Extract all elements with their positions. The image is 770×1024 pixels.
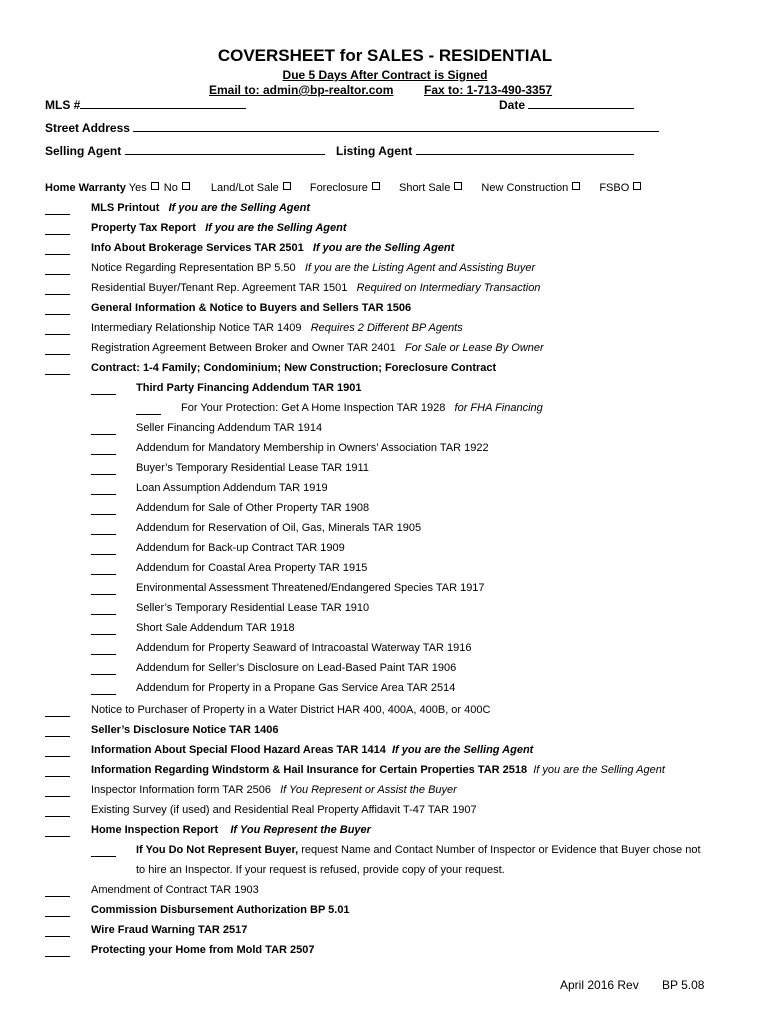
mls-blank[interactable] [80,97,246,109]
warranty-no-checkbox[interactable] [182,182,190,190]
list-item: Seller’s Temporary Residential Lease TAR 1910 [136,602,370,614]
item-checkline[interactable] [91,394,116,395]
item-checkline[interactable] [45,736,70,737]
item-checkline[interactable] [45,374,70,375]
list-item: Addendum for Mandatory Membership in Owners’ Association TAR 1922 [136,442,489,454]
list-item: Loan Assumption Addendum TAR 1919 [136,482,328,494]
item-checkline[interactable] [45,354,70,355]
list-item: Short Sale Addendum TAR 1918 [136,622,295,634]
item-checkline[interactable] [45,796,70,797]
date-label: Date [499,98,526,112]
item-checkline[interactable] [91,494,116,495]
list-item: Addendum for Seller’s Disclosure on Lead-Based Paint TAR 1906 [136,662,457,674]
land-lot-checkbox[interactable] [283,182,291,190]
list-item: If You Do Not Represent Buyer, request Name and Contact Number of Inspector or Evidence that Buyer chose not [136,844,701,856]
item-checkline[interactable] [45,836,70,837]
list-item: Amendment of Contract TAR 1903 [91,884,259,896]
listing-agent-blank[interactable] [416,143,634,155]
listing-agent-field[interactable] [336,143,634,158]
item-checkline[interactable] [45,334,70,335]
list-item: Addendum for Property Seaward of Intracoastal Waterway TAR 1916 [136,642,472,654]
list-item: For Your Protection: Get A Home Inspection TAR 1928 for FHA Financing [181,402,543,414]
street-address-blank[interactable] [133,120,659,132]
street-address-field[interactable] [45,120,659,135]
list-item: Addendum for Property in a Propane Gas Service Area TAR 2514 [136,682,456,694]
item-checkline[interactable] [91,654,116,655]
list-item: Notice Regarding Representation BP 5.50 If you are the Listing Agent and Assisting Buyer [91,262,536,274]
revision-date: April 2016 Rev [560,978,639,992]
item-checkline[interactable] [91,694,116,695]
list-item: Buyer’s Temporary Residential Lease TAR 1911 [136,462,369,474]
date-blank[interactable] [528,97,634,109]
list-item: Addendum for Coastal Area Property TAR 1915 [136,562,368,574]
item-checkline[interactable] [45,916,70,917]
land-lot-label: Land/Lot Sale [210,182,279,194]
warranty-yes-label: Yes [128,182,147,194]
form-title: COVERSHEET for SALES - RESIDENTIAL [217,46,553,65]
new-construction-checkbox[interactable] [572,182,580,190]
selling-agent-field[interactable] [45,143,325,158]
list-item: Environmental Assessment Threatened/Endangered Species TAR 1917 [136,582,485,594]
item-checkline[interactable] [91,594,116,595]
list-item: Info About Brokerage Services TAR 2501 If you are the Selling Agent [91,242,455,254]
list-item: Home Inspection Report If You Represent the Buyer [91,824,371,836]
item-checkline[interactable] [91,434,116,435]
item-checkline[interactable] [91,614,116,615]
list-item: Addendum for Back-up Contract TAR 1909 [136,542,345,554]
item-checkline[interactable] [45,716,70,717]
list-item: Registration Agreement Between Broker and Owner TAR 2401 For Sale or Lease By Owner [91,342,544,354]
list-item: Protecting your Home from Mold TAR 2507 [91,944,315,956]
item-checkline[interactable] [91,534,116,535]
item-checkline[interactable] [45,756,70,757]
item-checkline[interactable] [45,936,70,937]
list-item: Intermediary Relationship Notice TAR 1409 Requires 2 Different BP Agents [91,322,463,334]
options-row [45,182,643,194]
list-item: MLS Printout If you are the Selling Agent [91,202,310,214]
item-checkline[interactable] [91,634,116,635]
item-checkline[interactable] [91,474,116,475]
fsbo-checkbox[interactable] [633,182,641,190]
list-item: Addendum for Reservation of Oil, Gas, Minerals TAR 1905 [136,522,422,534]
item-checkline[interactable] [45,254,70,255]
list-item: Addendum for Sale of Other Property TAR 1908 [136,502,370,514]
selling-agent-label: Selling Agent [45,144,122,158]
warranty-no-label: No [163,182,178,194]
list-item: Third Party Financing Addendum TAR 1901 [136,382,362,394]
item-checkline[interactable] [91,856,116,857]
home-warranty-label: Home Warranty [45,182,126,194]
list-item: Commission Disbursement Authorization BP 5.01 [91,904,350,916]
list-item: Seller’s Disclosure Notice TAR 1406 [91,724,279,736]
list-item: Notice to Purchaser of Property in a Water District HAR 400, 400A, 400B, or 400C [91,704,491,716]
list-item-continuation: to hire an Inspector. If your request is refused, provide copy of your request. [136,864,505,876]
mls-label: MLS # [45,98,81,112]
list-item: Contract: 1-4 Family; Condominium; New Construction; Foreclosure Contract [91,362,497,374]
item-checkline[interactable] [45,956,70,957]
item-checkline[interactable] [45,816,70,817]
list-item: Information Regarding Windstorm & Hail Insurance for Certain Properties TAR 2518 If you are the Selling Agent [91,764,665,776]
mls-field[interactable] [45,97,246,112]
fax-line: Fax to: 1-713-490-3357 [424,83,553,97]
listing-agent-label: Listing Agent [336,144,413,158]
list-item: Seller Financing Addendum TAR 1914 [136,422,323,434]
due-notice: Due 5 Days After Contract is Signed [282,68,488,82]
item-checkline[interactable] [91,514,116,515]
street-address-label: Street Address [45,121,130,135]
list-item: Wire Fraud Warning TAR 2517 [91,924,248,936]
warranty-yes-checkbox[interactable] [151,182,159,190]
item-checkline[interactable] [91,674,116,675]
item-checkline[interactable] [45,234,70,235]
short-sale-checkbox[interactable] [454,182,462,190]
email-line: Email to: admin@bp-realtor.com [209,83,394,97]
list-item: Residential Buyer/Tenant Rep. Agreement TAR 1501 Required on Intermediary Transaction [91,282,541,294]
item-checkline[interactable] [45,274,70,275]
foreclosure-checkbox[interactable] [372,182,380,190]
new-construction-label: New Construction [481,182,569,194]
selling-agent-blank[interactable] [125,143,325,155]
item-checkline[interactable] [45,314,70,315]
list-item: Inspector Information form TAR 2506 If You Represent or Assist the Buyer [91,784,457,796]
item-checkline[interactable] [45,896,70,897]
list-item: Information About Special Flood Hazard Areas TAR 1414 If you are the Selling Agent [91,744,534,756]
form-code: BP 5.08 [662,978,705,992]
item-checkline[interactable] [91,574,116,575]
item-checkline[interactable] [45,776,70,777]
item-checkline[interactable] [91,454,116,455]
list-item: Existing Survey (if used) and Residential Real Property Affidavit T-47 TAR 1907 [91,804,477,816]
item-checkline[interactable] [45,294,70,295]
foreclosure-label: Foreclosure [309,182,368,194]
list-item: Property Tax Report If you are the Selling Agent [91,222,347,234]
item-checkline[interactable] [91,554,116,555]
item-checkline[interactable] [45,214,70,215]
date-field[interactable] [499,97,634,112]
item-checkline[interactable] [136,414,161,415]
list-item: General Information & Notice to Buyers and Sellers TAR 1506 [91,302,412,314]
fsbo-label: FSBO [599,182,630,194]
short-sale-label: Short Sale [398,182,451,194]
